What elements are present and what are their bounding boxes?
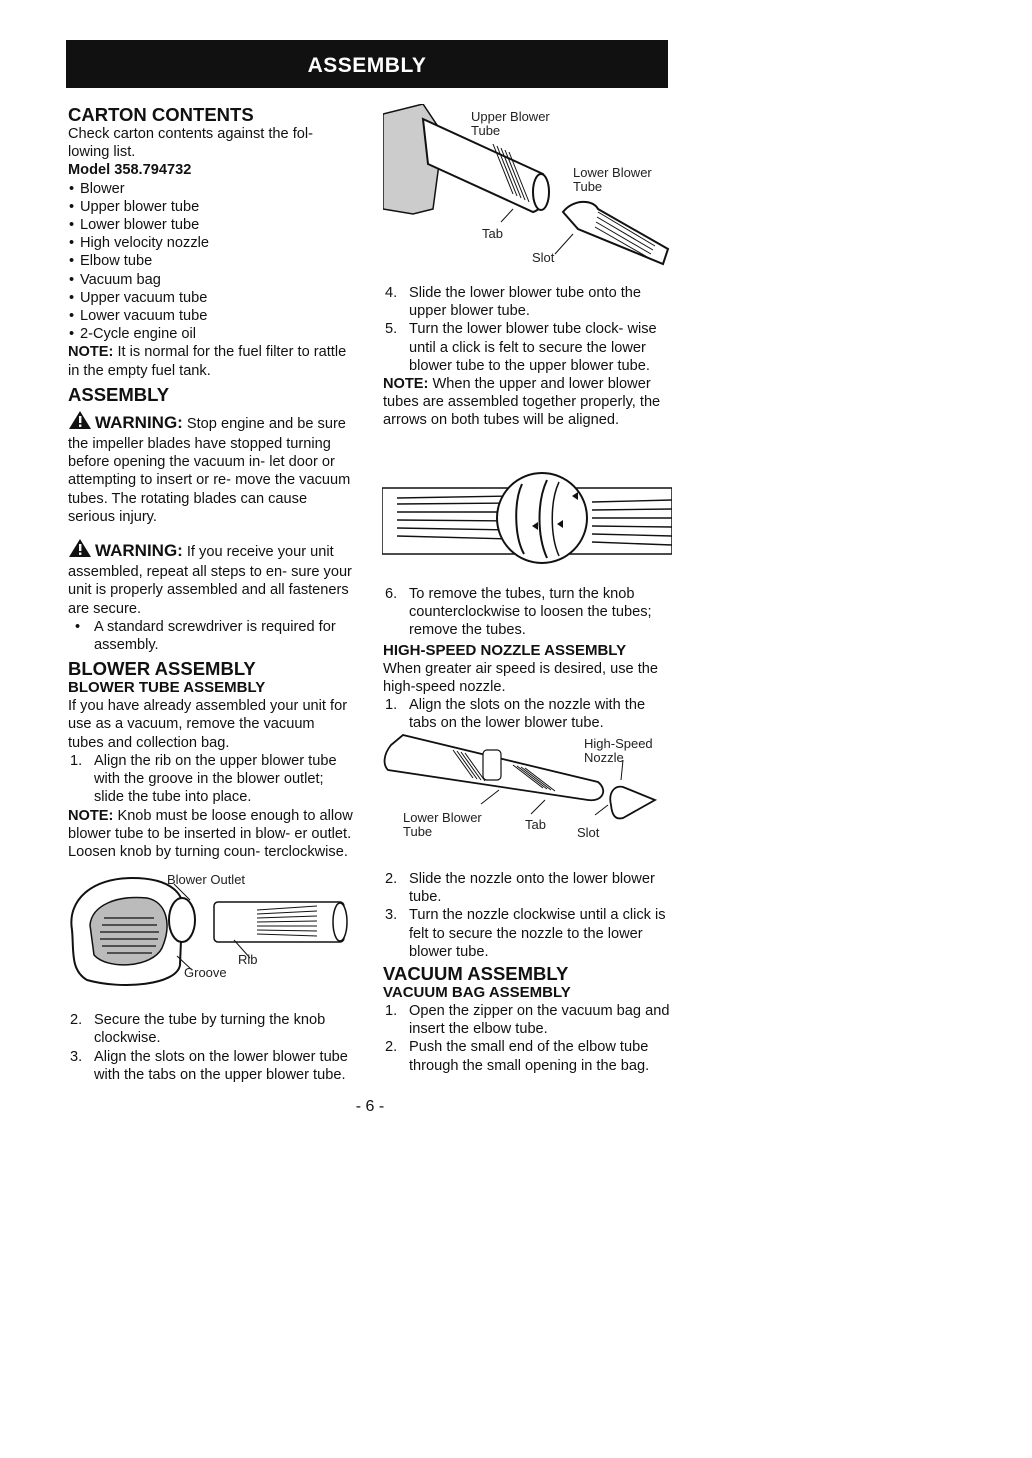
blower-steps-a — [68, 752, 353, 807]
list-item: • Vacuum bag — [68, 271, 353, 289]
carton-list — [68, 180, 353, 344]
warning-triangle-icon — [68, 538, 92, 563]
list-item — [383, 906, 673, 961]
step-number: 1. — [385, 697, 398, 714]
step-text: Align the rib on the upper blower tube with the groove in the blower outlet; slide the tube into place. — [94, 752, 337, 806]
step-number: 2. — [70, 1012, 83, 1029]
step-text: Slide the nozzle onto the lower blower tube. — [409, 871, 655, 906]
figure-label: Blower Outlet — [167, 872, 246, 887]
step-number: 2. — [385, 1039, 398, 1056]
tool-list — [68, 618, 353, 654]
step-text: Align the slots on the lower blower tube with the tabs on the upper blower tube. — [94, 1048, 348, 1083]
nozzle-intro: When greater air speed is desired, use the high-speed nozzle. — [383, 660, 659, 695]
page-number: - 6 - — [355, 1098, 385, 1115]
step-text: Push the small end of the elbow tube through the small opening in the bag. — [409, 1039, 650, 1074]
vacuum-heading: VACUUM ASSEMBLY — [383, 963, 569, 985]
right-column-mid — [383, 585, 673, 732]
note-label: NOTE: — [68, 807, 114, 824]
warning-2 — [68, 538, 353, 618]
step-text: Open the zipper on the vacuum bag and insert the elbow tube. — [409, 1003, 670, 1038]
note-text: Knob must be loose enough to allow blower tube to be inserted in blow- er outlet. Loosen knob by turning coun- terclockwise. — [68, 807, 353, 860]
list-item: • 2-Cycle engine oil — [68, 325, 353, 343]
warning-triangle-icon — [68, 410, 92, 435]
carton-heading: CARTON CONTENTS — [68, 104, 254, 125]
blower-subheading: BLOWER TUBE ASSEMBLY — [68, 679, 266, 697]
blower-heading: BLOWER ASSEMBLY — [68, 658, 256, 680]
right-column-top — [383, 284, 673, 430]
step-number: 1. — [385, 1003, 398, 1020]
note-text: When the upper and lower blower tubes are assembled together properly, the arrows on both tubes will be aligned. — [383, 376, 661, 429]
list-item — [383, 870, 673, 906]
step-text: Secure the tube by turning the knob clockwise. — [94, 1012, 326, 1047]
step-number: 5. — [385, 321, 398, 338]
step-text: Turn the nozzle clockwise until a click is felt to secure the nozzle to the lower blower tube. — [409, 907, 666, 960]
list-item: • High velocity nozzle — [68, 234, 353, 252]
section-banner: ASSEMBLY — [66, 40, 668, 88]
figure-label: Lower Blower Tube — [573, 165, 652, 194]
figure-label: High-Speed Nozzle — [584, 736, 653, 765]
list-item: • Upper vacuum tube — [68, 289, 353, 307]
carton-note — [68, 343, 353, 379]
aligned-arrows-illustration — [382, 466, 672, 570]
figure-label: Upper Blower Tube — [471, 109, 550, 138]
step-number: 3. — [385, 907, 398, 924]
blower-note — [68, 807, 353, 862]
assembly-heading: ASSEMBLY — [68, 383, 170, 405]
list-item — [68, 752, 353, 807]
list-item — [383, 1002, 673, 1038]
warning-label: WARNING: — [95, 412, 183, 432]
figure-label: Slot — [577, 825, 600, 840]
model-number: Model 358.794732 — [68, 162, 192, 179]
nozzle-steps-a — [383, 696, 673, 732]
list-item — [383, 320, 673, 375]
figure-label: Tab — [525, 817, 546, 832]
list-item — [68, 1048, 353, 1084]
list-item: • A standard screwdriver is required for assembly. — [74, 618, 353, 654]
carton-intro: Check carton contents against the fol- lowing list. — [68, 126, 313, 161]
blower-steps-b — [68, 1011, 353, 1084]
list-item: • Lower vacuum tube — [68, 307, 353, 325]
warning-1 — [68, 410, 353, 526]
list-item: • Blower — [68, 180, 353, 198]
figure-label: Groove — [184, 965, 227, 980]
step-text: Slide the lower blower tube onto the upper blower tube. — [409, 285, 642, 320]
step-text: To remove the tubes, turn the knob counterclockwise to loosen the tubes; remove the tubes. — [409, 586, 652, 639]
warning-label: WARNING: — [95, 541, 183, 561]
step-number: 2. — [385, 871, 398, 887]
list-item: • Upper blower tube — [68, 198, 353, 216]
list-item: • Lower blower tube — [68, 216, 353, 234]
right-column-bottom — [383, 870, 673, 1075]
vacuum-subheading: VACUUM BAG ASSEMBLY — [383, 984, 571, 1002]
figure-label: Tab — [482, 226, 503, 241]
step-number: 6. — [385, 586, 398, 602]
step-text: Turn the lower blower tube clock- wise until a click is felt to secure the lower blower tube to the upper blower tube. — [409, 321, 657, 374]
warning-text: Stop engine and be sure the impeller blades have stopped turning before opening the vacuum in- let door or attempting to insert or re- move the vacuum tubes. The rotating blades can cause serious injury. — [68, 415, 351, 525]
list-item — [383, 585, 673, 640]
blower-intro: If you have already assembled your unit for use as a vacuum, remove the vacuum tubes and collection bag. — [68, 698, 348, 751]
tube-note — [383, 375, 673, 430]
note-text: It is normal for the fuel filter to rattle in the empty fuel tank. — [68, 344, 347, 379]
list-item: • Elbow tube — [68, 252, 353, 270]
warning-text: If you receive your unit assembled, repeat all steps to en- sure your unit is properly assembled and all fasteners are secure. — [68, 544, 352, 617]
nozzle-heading: HIGH-SPEED NOZZLE ASSEMBLY — [383, 641, 627, 659]
list-item — [68, 1011, 353, 1047]
step-text: Align the slots on the nozzle with the tabs on the lower blower tube. — [409, 697, 646, 732]
nozzle-steps-b — [383, 870, 673, 961]
note-label: NOTE: — [68, 344, 114, 361]
note-label: NOTE: — [383, 376, 429, 393]
list-item — [383, 696, 673, 732]
vacuum-steps — [383, 1002, 673, 1075]
remove-steps — [383, 585, 673, 640]
step-number: 3. — [70, 1048, 83, 1065]
figure-label: Rib — [238, 952, 258, 967]
figure-label: Slot — [532, 250, 555, 265]
figure-label: Lower Blower Tube — [403, 810, 482, 839]
tube-steps — [383, 284, 673, 375]
list-item — [383, 284, 673, 320]
step-number: 4. — [385, 285, 398, 301]
step-number: 1. — [70, 752, 83, 769]
list-item — [383, 1038, 673, 1074]
